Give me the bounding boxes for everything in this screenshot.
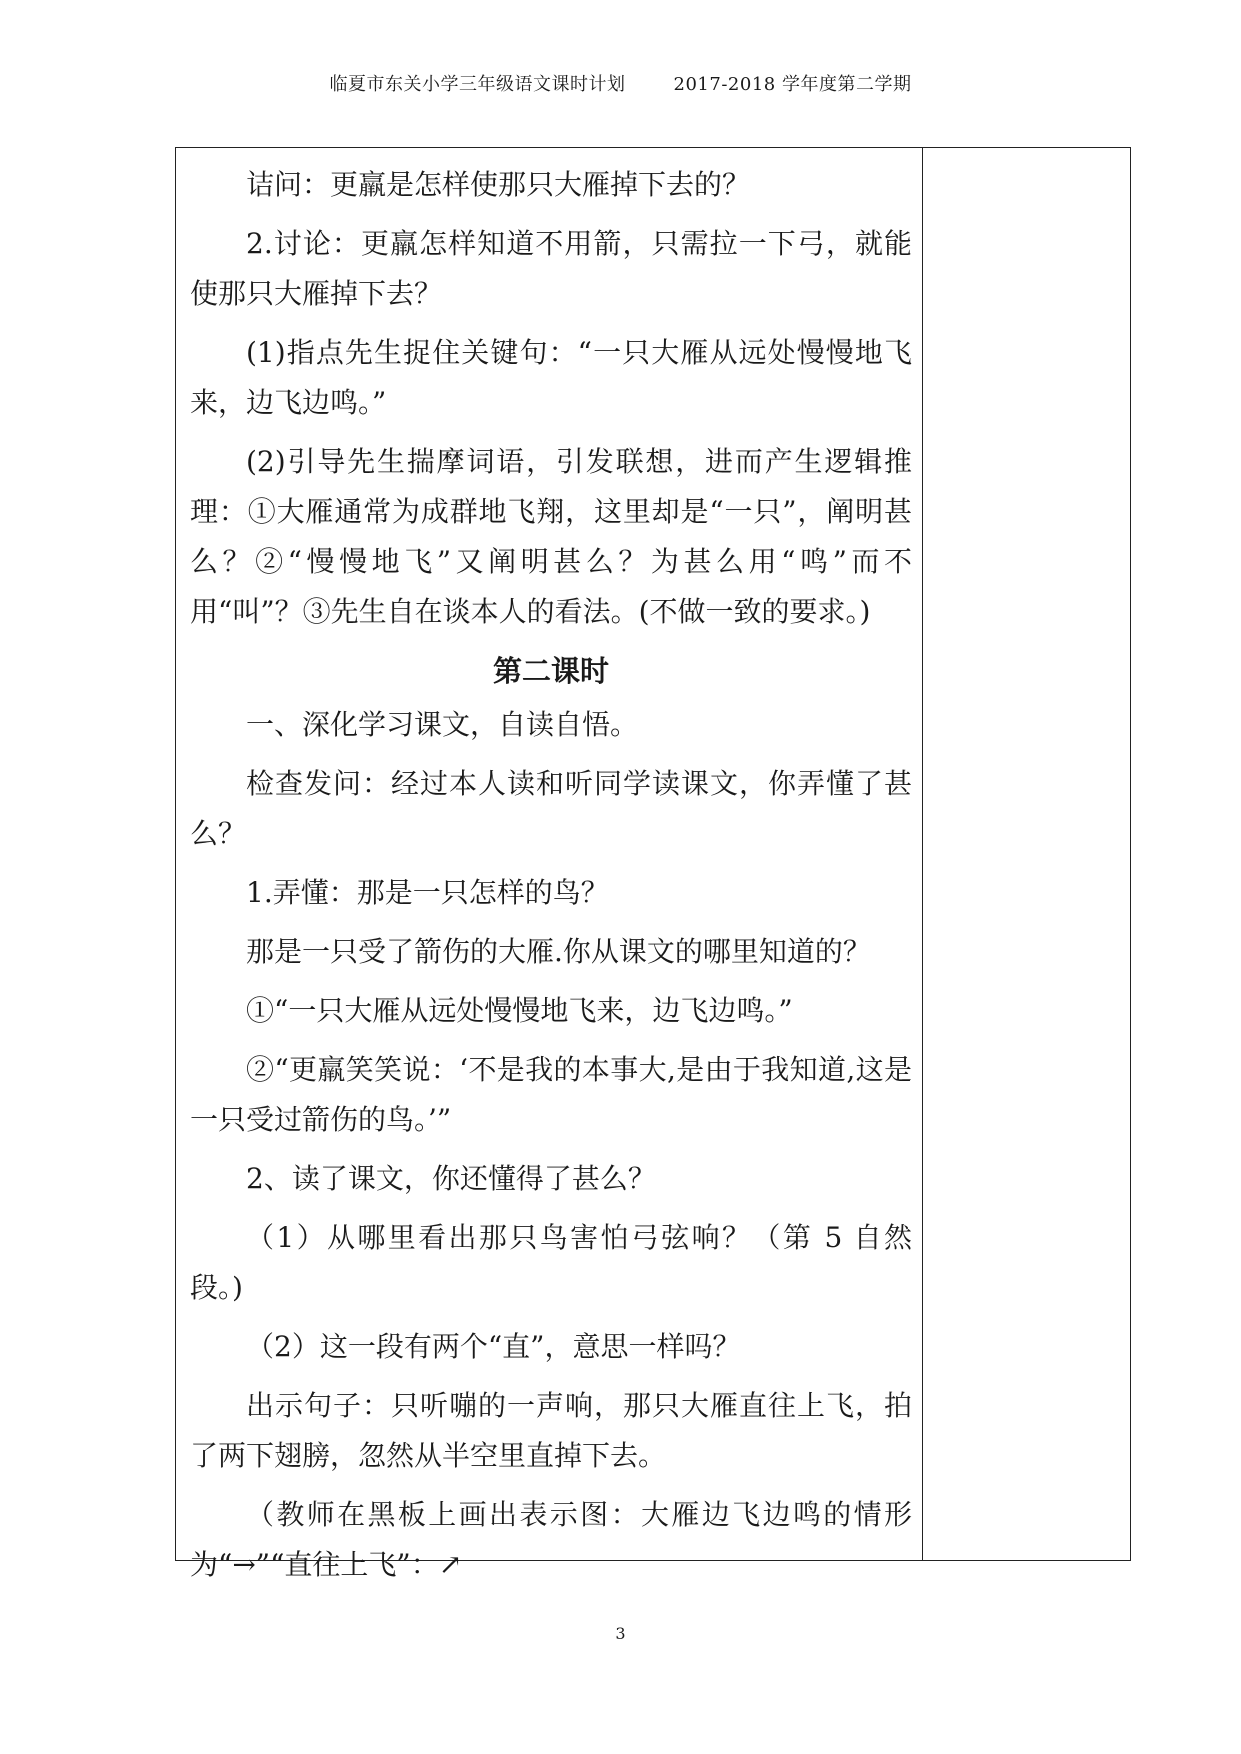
lesson-paragraph: 检查发问：经过本人读和听同学读课文，你弄懂了甚么？ <box>190 767 912 850</box>
header-term: 2017-2018 学年度第二学期 <box>673 74 912 95</box>
lesson-paragraph: 那是一只受了箭伤的大雁.你从课文的哪里知道的？ <box>246 935 871 968</box>
lesson-paragraph: 2.讨论：更羸怎样知道不用箭，只需拉一下弓，就能使那只大雁掉下去？ <box>190 227 912 310</box>
table-column-divider <box>922 148 923 1560</box>
lesson-paragraph: 1.弄懂：那是一只怎样的鸟？ <box>246 876 609 909</box>
lesson-paragraph: 一、深化学习课文，自读自悟。 <box>246 708 639 741</box>
lesson-paragraph: 出示句子：只听嘣的一声响，那只大雁直往上飞，拍了两下翅膀，忽然从半空里直掉下去。 <box>190 1389 912 1472</box>
lesson-paragraph: 诘问：更羸是怎样使那只大雁掉下去的？ <box>246 168 751 201</box>
lesson-paragraph: ①“一只大雁从远处慢慢地飞来，边飞边鸣。” <box>246 994 793 1027</box>
lesson-paragraph: (2)引导先生揣摩词语，引发联想，进而产生逻辑推理：①大雁通常为成群地飞翔，这里却是“一只”，阐明甚么？②“慢慢地飞”又阐明甚么？为甚么用“鸣”而不用“叫”？③先生自在谈本人的看法。(不做一致的要求。) <box>190 445 912 628</box>
lesson-paragraph: （教师在黑板上画出表示图：大雁边飞边鸣的情形为“→”“直往上飞”：↗ <box>190 1498 912 1581</box>
page-number: 3 <box>615 1624 626 1643</box>
lesson-content-cell <box>190 160 912 1599</box>
lesson-plan-table <box>175 147 1131 1581</box>
lesson-paragraph: (1)指点先生捉住关键句：“一只大雁从远处慢慢地飞来，边飞边鸣。” <box>190 336 912 419</box>
lesson-paragraph: （1）从哪里看出那只鸟害怕弓弦响？（第 5 自然段。) <box>190 1221 912 1304</box>
lesson-paragraph: （2）这一段有两个“直”，意思一样吗？ <box>246 1330 741 1363</box>
header-school-plan: 临夏市东关小学三年级语文课时计划 <box>329 74 626 95</box>
lesson-paragraph: 2、读了课文，你还懂得了甚么？ <box>246 1162 656 1195</box>
page-header <box>0 70 1241 96</box>
section-title: 第二课时 <box>492 654 609 688</box>
lesson-paragraph: ②“更羸笑笑说：‘不是我的本事大,是由于我知道,这是一只受过箭伤的鸟。’” <box>190 1053 912 1136</box>
